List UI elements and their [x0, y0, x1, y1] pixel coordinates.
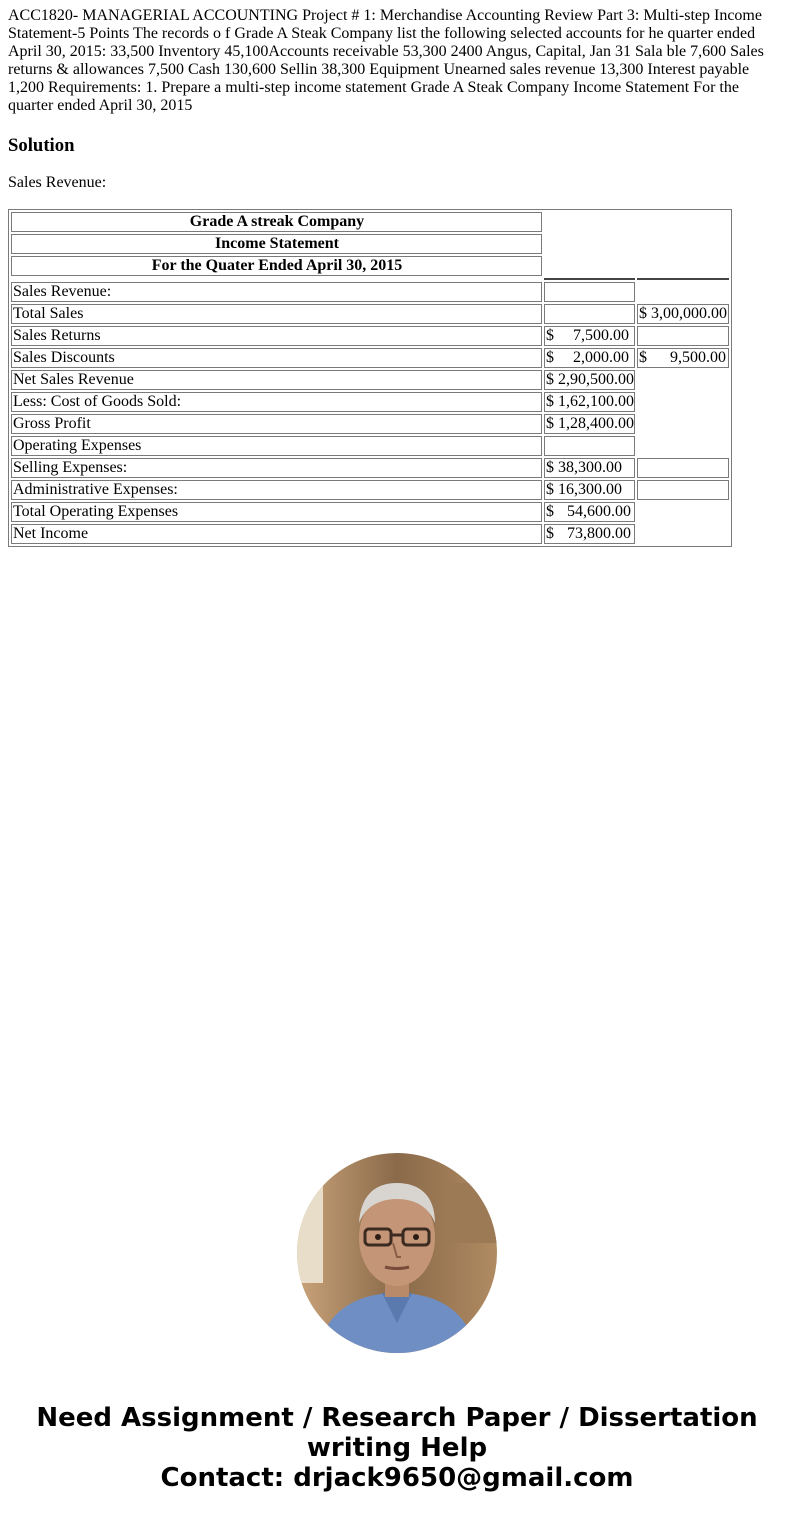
row-label: Gross Profit — [11, 414, 542, 434]
amount-value: 9,500.00 — [670, 349, 726, 366]
amount-cell — [544, 304, 635, 324]
row-label: Sales Discounts — [11, 348, 542, 368]
statement-title: Income Statement — [11, 234, 542, 254]
row-label: Total Operating Expenses — [11, 502, 542, 522]
header-row-company — [11, 212, 729, 232]
income-statement-table — [8, 209, 732, 547]
table-row — [11, 502, 729, 522]
row-label: Selling Expenses: — [11, 458, 542, 478]
total-amount-cell — [637, 348, 729, 368]
table-row — [11, 370, 729, 390]
row-label: Less: Cost of Goods Sold: — [11, 392, 542, 412]
row-label: Administrative Expenses: — [11, 480, 542, 500]
row-label: Net Income — [11, 524, 542, 544]
amount-cell: $ 1,28,400.00 — [546, 415, 634, 432]
amount-value: 73,800.00 — [567, 525, 631, 542]
table-row — [11, 348, 729, 368]
header-rule — [11, 278, 729, 280]
solution-heading: Solution — [8, 135, 75, 156]
amount-value: 7,500.00 — [573, 327, 629, 344]
amount-cell: $ 16,300.00 — [544, 480, 635, 500]
table-row — [11, 524, 729, 544]
table-row — [11, 282, 729, 302]
table-row — [11, 392, 729, 412]
column-rule — [544, 278, 635, 280]
row-label: Net Sales Revenue — [11, 370, 542, 390]
total-amount-cell — [637, 480, 729, 500]
statement-period: For the Quater Ended April 30, 2015 — [11, 256, 542, 276]
currency-symbol: $ — [639, 349, 647, 366]
total-amount-cell: $ 3,00,000.00 — [639, 305, 727, 322]
promo-banner — [0, 1403, 794, 1493]
amount-value: 54,600.00 — [567, 503, 631, 520]
solution-intro: Sales Revenue: — [8, 174, 107, 191]
amount-cell — [544, 282, 635, 302]
tutor-avatar — [297, 1153, 497, 1353]
amount-cell: $ 38,300.00 — [544, 458, 635, 478]
currency-symbol: $ — [546, 503, 554, 520]
amount-cell — [544, 436, 635, 456]
promo-line: Need Assignment / Research Paper / Dissertation — [36, 1403, 758, 1433]
question-text: ACC1820- MANAGERIAL ACCOUNTING Project # 1: Merchandise Accounting Review Part 3: Multi-step Income Statement-5 Points The records o f Grade A Steak Company list the following selected accounts for he quarter ended April 30, 2015: 33,500 Inventory 45,100Accounts receivable 53,300 2400 Angus, Capital, Jan 31 Sala ble 7,600 Sales returns & allowances 7,500 Cash 130,600 Sellin 38,300 Equipment Unearned sales revenue 13,300 Interest payable 1,200 Requirements: 1. Prepare a multi-step income statement Grade A Steak Company Income Statement For the quarter ended April 30, 2015 — [8, 7, 764, 114]
company-name: Grade A streak Company — [11, 212, 542, 232]
currency-symbol: $ — [546, 327, 554, 344]
total-amount-cell — [637, 458, 729, 478]
promo-contact: Contact: drjack9650@gmail.com — [160, 1463, 634, 1493]
table-row — [11, 436, 729, 456]
amount-cell — [544, 326, 635, 346]
amount-value: 2,000.00 — [573, 349, 629, 366]
currency-symbol: $ — [546, 525, 554, 542]
table-row — [11, 414, 729, 434]
tutor-portrait — [297, 1153, 497, 1353]
amount-cell: $ 1,62,100.00 — [546, 393, 634, 410]
currency-symbol: $ — [546, 349, 554, 366]
table-row — [11, 326, 729, 346]
promo-line: writing Help — [306, 1433, 488, 1463]
column-rule — [637, 278, 729, 280]
table-row — [11, 480, 729, 500]
row-label: Sales Returns — [11, 326, 542, 346]
row-label: Total Sales — [11, 304, 542, 324]
amount-cell: $ 2,90,500.00 — [546, 371, 634, 388]
total-amount-cell — [637, 326, 729, 346]
amount-cell — [544, 348, 635, 368]
table-row — [11, 304, 729, 324]
row-label: Operating Expenses — [11, 436, 542, 456]
amount-cell — [544, 524, 635, 544]
amount-cell — [544, 502, 635, 522]
row-label: Sales Revenue: — [11, 282, 542, 302]
table-row — [11, 458, 729, 478]
